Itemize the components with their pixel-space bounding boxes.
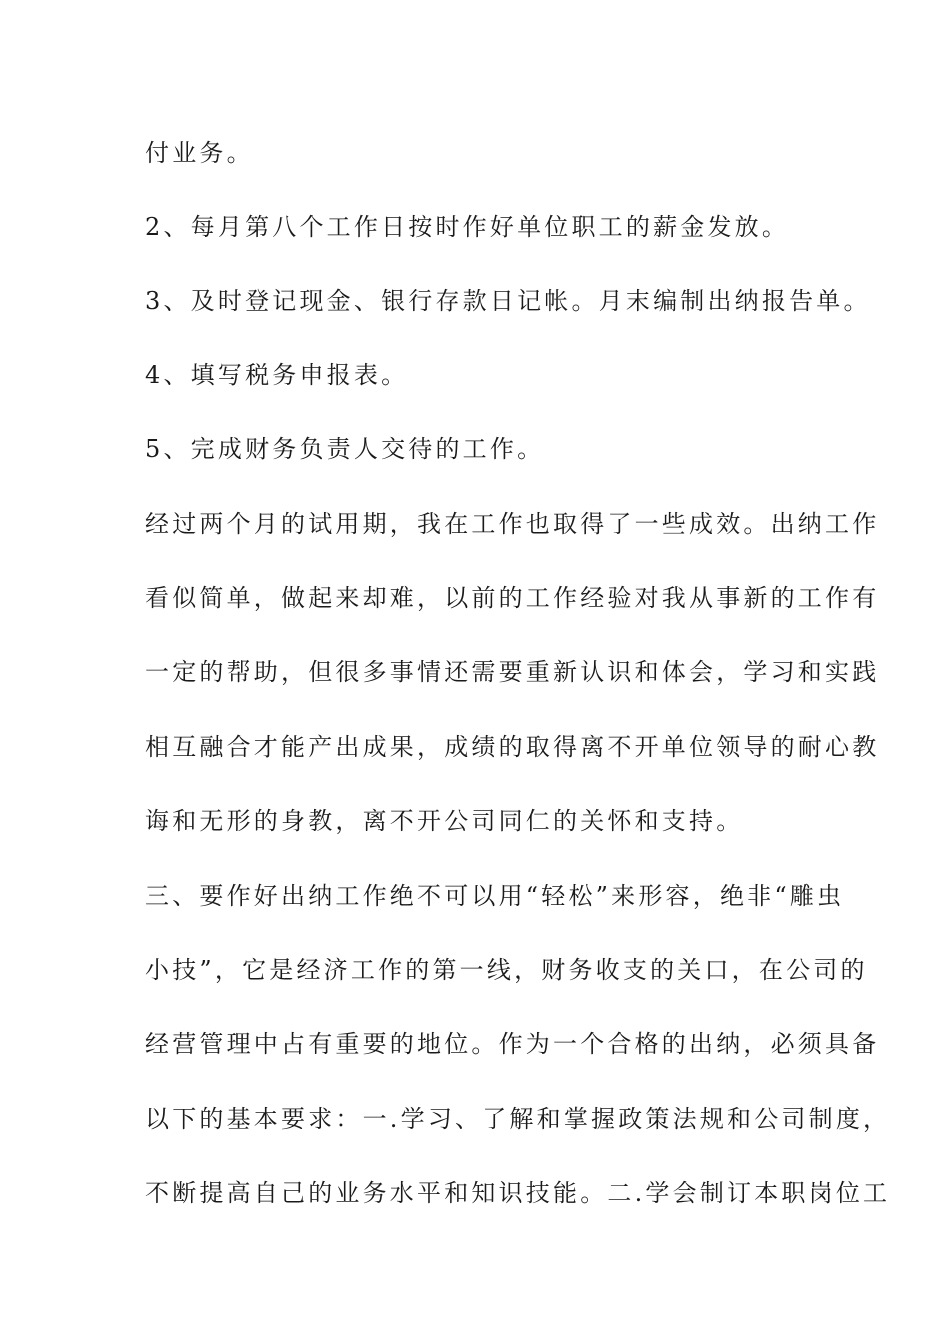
paragraph-line: 经营管理中占有重要的地位。作为一个合格的出纳，必须具备: [145, 1030, 880, 1058]
list-item-4: 4、填写税务申报表。: [145, 361, 409, 389]
section-three-line: 三、要作好出纳工作绝不可以用“轻松”来形容，绝非“雕虫: [145, 882, 845, 910]
text-line: 付业务。: [145, 139, 254, 167]
paragraph-line: 一定的帮助，但很多事情还需要重新认识和体会，学习和实践: [145, 658, 880, 686]
list-item-3: 3、及时登记现金、银行存款日记帐。月末编制出纳报告单。: [145, 287, 871, 315]
list-item-2: 2、每月第八个工作日按时作好单位职工的薪金发放。: [145, 213, 790, 241]
paragraph-line: 看似简单，做起来却难，以前的工作经验对我从事新的工作有: [145, 584, 880, 612]
paragraph-line: 经过两个月的试用期，我在工作也取得了一些成效。出纳工作: [145, 510, 880, 538]
paragraph-line: 相互融合才能产出成果，成绩的取得离不开单位领导的耐心教: [145, 733, 880, 761]
paragraph-line: 小技”，它是经济工作的第一线，财务收支的关口，在公司的: [145, 956, 868, 984]
paragraph-line: 不断提高自己的业务水平和知识技能。二.学会制订本职岗位工: [145, 1179, 891, 1207]
paragraph-line: 以下的基本要求：一.学习、了解和掌握政策法规和公司制度，: [145, 1105, 891, 1133]
paragraph-line: 诲和无形的身教，离不开公司同仁的关怀和支持。: [145, 807, 744, 835]
list-item-5: 5、完成财务负责人交待的工作。: [145, 435, 545, 463]
